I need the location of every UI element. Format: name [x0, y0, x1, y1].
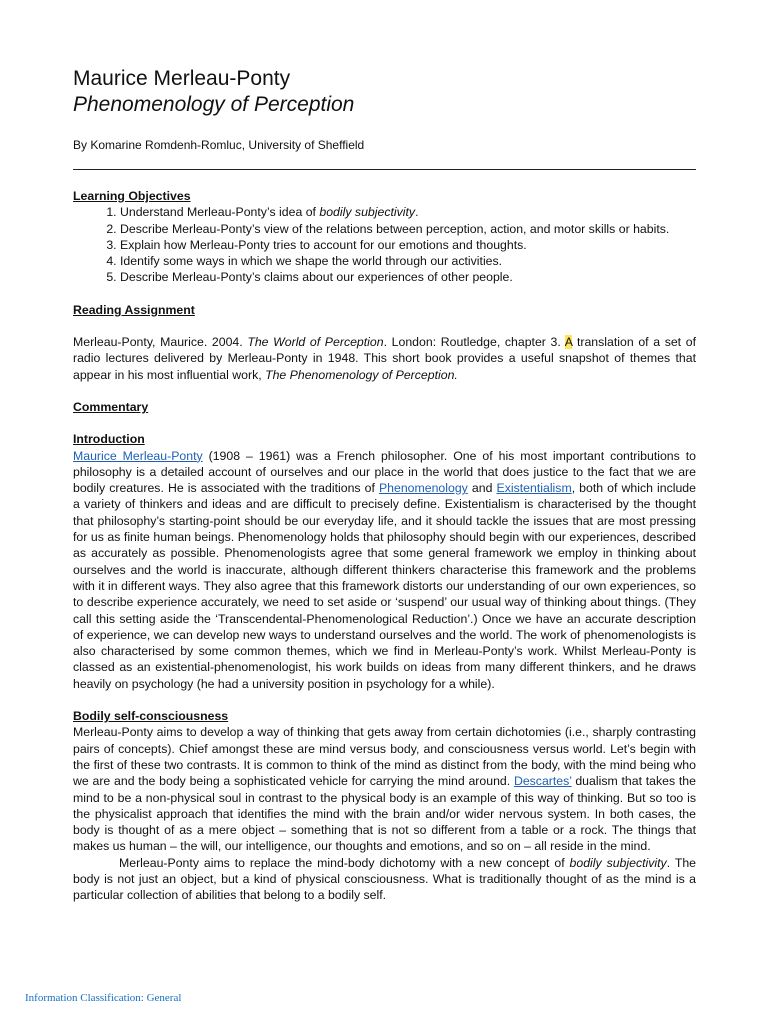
- objective-item: 5. Describe Merleau-Ponty’s claims about our experiences of other people.: [120, 269, 696, 285]
- text-cursor-highlight: A: [564, 335, 573, 350]
- objective-item: 4. Identify some ways in which we shape the world through our activities.: [120, 253, 696, 269]
- introduction-paragraph: Maurice Merleau-Ponty (1908 – 1961) was a French philosopher. One of his most important contributions to philosophy is a detailed account of ourselves and our place in the world that does justice to the fact that we are bodily creatures. He is associated with the traditions of Phenomenology and Existentialism, both of which include a variety of thinkers and ideas and are difficult to precisely define. Existentialism is characterised by the thought that philosophy’s starting-point should be our everyday life, and it should tackle the issues that are most pressing for us as finite human beings. Phenomenology holds that philosophy should begin with our experiences, described as accurately as possible. Phenomenologists agree that some general framework we employ in thinking about ourselves and the world is inaccurate, although different thinkers characterise this framework and the problems with it in different ways. They also agree that this framework distorts our understanding of our own experiences, so to describe experience accurately, we need to set aside or ‘suspend’ our usual way of thinking about things. (They call this setting aside the ‘Transcendental-Phenomenological Reduction’.) Once we have an accurate description of experience, we can develop new ways to understand ourselves and the world. The work of phenomenologists is also characterised by some common themes, which we find in Merleau-Ponty’s work. Whilst Merleau-Ponty is classed as an existential-phenomenologist, his work builds on ideas from many different thinkers, and he draws heavily on psychology (he had a university position in psychology for a while).: [73, 448, 696, 691]
- learning-objectives-heading: Learning Objectives: [73, 189, 191, 203]
- document-subtitle: Phenomenology of Perception: [73, 93, 355, 116]
- document-body: [73, 170, 696, 904]
- document-page: [73, 66, 696, 904]
- learning-objectives-list: [73, 204, 696, 285]
- commentary-heading: Commentary: [73, 399, 149, 414]
- existentialism-link[interactable]: Existentialism: [496, 481, 572, 496]
- reading-assignment-heading: Reading Assignment: [73, 302, 195, 317]
- introduction-heading: Introduction: [73, 432, 145, 447]
- descartes-link[interactable]: Descartes’: [513, 774, 572, 789]
- reading-assignment-text: Merleau-Ponty, Maurice. 2004. The World of Perception. London: Routledge, chapter 3. A translation of a set of radio lectures delivered by Merleau-Ponty in 1948. This short book provides a useful snapshot of themes that appear in his most influential work, The Phenomenology of Perception.: [73, 335, 696, 382]
- objective-item: 3. Explain how Merleau-Ponty tries to account for our emotions and thoughts.: [120, 237, 696, 253]
- classification-footer: Information Classification: General: [25, 992, 182, 1004]
- objective-item: 2. Describe Merleau-Ponty’s view of the relations between perception, action, and motor skills or habits.: [120, 221, 696, 237]
- bodily-self-consciousness-heading: Bodily self-consciousness: [73, 709, 229, 724]
- document-title: Maurice Merleau-Ponty: [73, 67, 291, 90]
- bodily-paragraph-1: Merleau-Ponty aims to develop a way of thinking that gets away from certain dichotomies (i.e., sharply contrasting pairs of concepts). Chief amongst these are mind versus body, and consciousness versus world. Let’s begin with the first of these two contrasts. It is common to think of the mind as distinct from the body, with the mind being who we are and the body being a sophisticated vehicle for carrying the mind around. Descartes’ dualism that takes the mind to be a non-physical soul in contrast to the physical body is an example of this way of thinking. But so too is the physicalist approach that identifies the mind with the brain and/or wider nervous system. In both cases, the body is thought of as a mere object – something that is not so different from a table or a rock. The things that makes us human – the will, our intelligence, our thoughts and emotions, and so on – all reside in the mind.: [73, 725, 696, 854]
- bodily-paragraph-2: Merleau-Ponty aims to replace the mind-body dichotomy with a new concept of bodily subjectivity. The body is not just an object, but a kind of physical consciousness. What is traditionally thought of as the mind is a particular collection of abilities that belong to a bodily self.: [73, 855, 697, 903]
- objective-item: 1. Understand Merleau-Ponty’s idea of bodily subjectivity.: [120, 204, 696, 220]
- phenomenology-link[interactable]: Phenomenology: [378, 481, 468, 496]
- byline: By Komarine Romdenh-Romluc, University of Sheffield: [73, 138, 365, 152]
- merleau-ponty-link[interactable]: Maurice Merleau-Ponty: [73, 448, 203, 463]
